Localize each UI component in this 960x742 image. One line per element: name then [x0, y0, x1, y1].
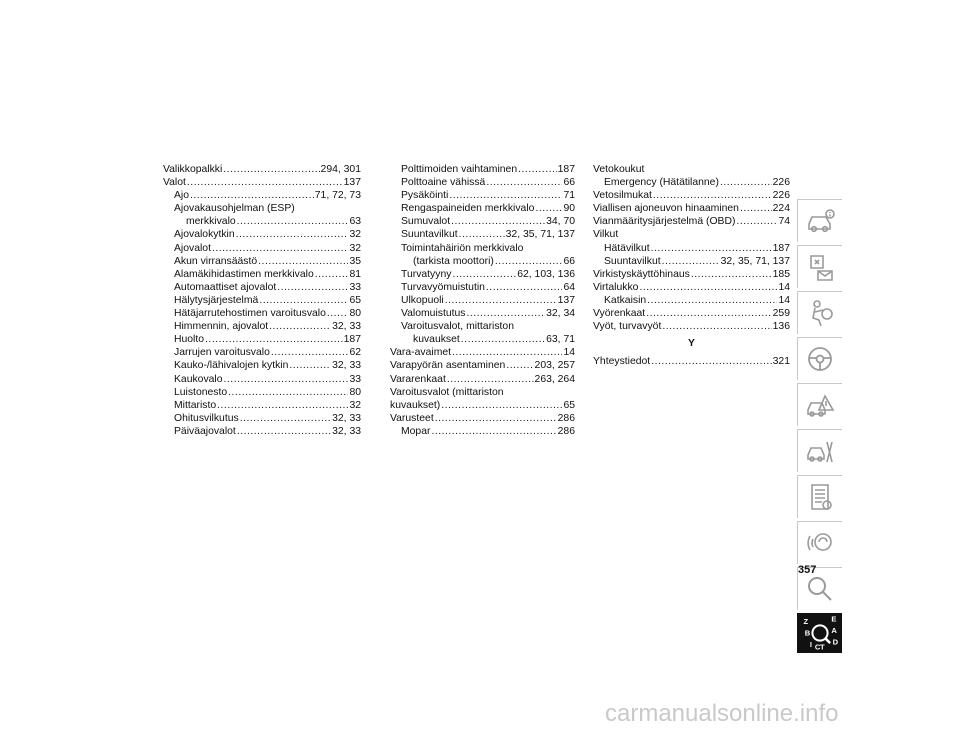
index-entry [163, 202, 361, 215]
svg-text:T: T [819, 642, 825, 652]
index-entry [593, 242, 790, 255]
index-entry-pages[interactable]: 32, 35, 71, 137 [505, 229, 575, 241]
dot-leader [452, 268, 516, 281]
index-entry-pages[interactable]: 32 [349, 242, 361, 254]
index-entry-pages[interactable]: 66 [563, 177, 575, 189]
index-entry-pages[interactable]: 32, 34 [546, 308, 575, 320]
index-entry-term: Vilkut [593, 229, 619, 241]
dot-leader [205, 333, 343, 346]
dot-leader [486, 176, 562, 189]
index-entry-term: Luistonesto [174, 386, 228, 398]
index-entry-pages[interactable]: 226 [772, 177, 790, 189]
index-entry [593, 320, 790, 333]
svg-text:Z: Z [803, 617, 808, 627]
multimedia-icon [805, 528, 835, 558]
index-entry-term: Hälytysjärjestelmä [174, 294, 259, 306]
index-entry [593, 294, 790, 307]
index-entry-pages[interactable]: 32, 35, 71, 137 [720, 255, 790, 267]
index-entry [390, 215, 575, 228]
index-entry-term: Hätäjarrutehostimen varoitusvalo [174, 308, 326, 320]
tab-multimedia[interactable] [797, 521, 842, 564]
index-entry [163, 412, 361, 425]
index-entry [390, 268, 575, 281]
index-entry-term: Huolto [174, 334, 205, 346]
dot-leader [435, 412, 557, 425]
dot-leader [223, 163, 319, 176]
index-entry-pages[interactable]: 63 [349, 216, 361, 228]
page-number: 357 [798, 564, 817, 576]
index-entry-term: Toimintahäiriön merkkivalo [401, 242, 524, 254]
index-entry [390, 242, 575, 255]
index-entry [593, 176, 790, 189]
index-entry [163, 307, 361, 320]
index-entry-pages[interactable]: 65 [349, 294, 361, 306]
index-entry-pages[interactable]: 137 [343, 177, 361, 189]
dot-leader [740, 202, 772, 215]
index-entry [163, 425, 361, 438]
index-entry [593, 307, 790, 320]
dot-leader [451, 215, 545, 228]
index-entry-term: Ajovakausohjelman (ESP) [174, 203, 295, 215]
index-entry-term: Ulkopuoli [401, 294, 444, 306]
index-entry-term: Himmennin, ajovalot [174, 321, 269, 333]
index-entry-pages[interactable]: 32, 33 [332, 360, 361, 372]
index-entry-pages[interactable]: 203, 257 [534, 360, 575, 372]
index-entry-pages[interactable]: 33 [349, 373, 361, 385]
index-entry-term: Ajovalot [174, 242, 211, 254]
index-entry-term: Varapyörän asentaminen [390, 360, 506, 372]
dot-leader [315, 268, 349, 281]
index-entry-pages[interactable]: 226 [772, 190, 790, 202]
index-entry-term: Varoitusvalot, mittariston [401, 321, 514, 333]
index-entry-term: Valot [163, 177, 186, 189]
steering-wheel-icon [805, 344, 835, 374]
index-entry-pages[interactable]: 32 [349, 399, 361, 411]
dot-leader [228, 386, 348, 399]
dot-leader [445, 294, 557, 307]
index-entry-term: Ohitusvilkutus [174, 412, 239, 424]
tab-index[interactable] [797, 613, 842, 653]
index-entry-term: Sumuvalot [401, 216, 451, 228]
index-entry [163, 176, 361, 189]
index-letter-heading: Y [688, 338, 695, 350]
index-entry-pages[interactable]: 71 [563, 190, 575, 202]
index-entry [163, 320, 361, 333]
index-entry-pages[interactable]: 32, 33 [332, 425, 361, 437]
index-entry-term: Yhteystiedot [593, 356, 651, 368]
index-entry-pages[interactable]: 136 [772, 321, 790, 333]
index-entry-term: Polttimoiden vaihtaminen [401, 164, 518, 175]
index-entry [593, 255, 790, 268]
dot-leader [271, 346, 349, 359]
index-entry-term: Emergency (Hätätilanne) [604, 177, 719, 189]
index-entry [163, 386, 361, 399]
dot-leader [327, 307, 349, 320]
index-entry [163, 359, 361, 372]
index-entry-pages[interactable]: 185 [772, 268, 790, 280]
dot-leader [452, 346, 562, 359]
dot-leader [187, 176, 343, 189]
index-entry-term: Vetosilmukat [593, 190, 652, 202]
dot-leader [240, 412, 331, 425]
dot-leader [217, 399, 348, 412]
index-entry-pages[interactable]: 35 [349, 255, 361, 267]
index-entry [390, 333, 575, 346]
chapter-tab-strip [797, 199, 842, 656]
index-entry-term: Jarrujen varoitusvalo [174, 347, 270, 359]
dot-leader [495, 255, 563, 268]
tab-safety[interactable] [797, 291, 842, 334]
index-entry-pages[interactable]: 14 [778, 294, 790, 306]
dot-leader [651, 355, 771, 368]
index-entry [390, 373, 575, 386]
dot-leader [518, 163, 557, 176]
index-entry [593, 228, 790, 241]
index-entry-term: Automaattiset ajovalot [174, 281, 277, 293]
index-entry [390, 176, 575, 189]
dot-leader [653, 189, 772, 202]
svg-text:E: E [830, 614, 836, 624]
index-entry-pages[interactable]: 33 [349, 281, 361, 293]
tab-warning-lights[interactable] [797, 245, 842, 288]
index-entry-pages[interactable]: 259 [772, 308, 790, 320]
index-entry [163, 163, 361, 176]
index-entry-term: Ajovalokytkin [174, 229, 235, 241]
dot-leader [447, 373, 534, 386]
index-entry [163, 399, 361, 412]
dot-leader [289, 359, 331, 372]
index-entry-pages[interactable]: 74 [778, 216, 790, 228]
index-entry-pages[interactable]: 63, 71 [546, 334, 575, 346]
svg-text:A: A [830, 626, 837, 635]
index-entry-term: merkkivalo [186, 216, 236, 228]
index-entry-term: Varusteet [390, 412, 434, 424]
index-entry-term: Vara-avaimet [390, 347, 452, 359]
tab-specifications[interactable] [797, 475, 842, 518]
index-entry-pages[interactable]: 32 [349, 229, 361, 241]
index-entry [390, 202, 575, 215]
index-entry-pages[interactable]: 65 [563, 399, 575, 411]
index-entry-term: Viallisen ajoneuvon hinaaminen [593, 203, 739, 215]
index-entry-pages[interactable]: 14 [563, 347, 575, 359]
index-entry-term: (tarkista moottori) [413, 255, 494, 267]
index-entry-term: Varoitusvalot (mittariston [390, 386, 504, 398]
index-entry-pages[interactable]: 32, 33 [332, 321, 361, 333]
index-entry [390, 399, 575, 412]
index-entry-pages[interactable]: 14 [778, 281, 790, 293]
index-entry [163, 333, 361, 346]
index-entry-term: Vararenkaat [390, 373, 446, 385]
tab-emergency[interactable] [797, 383, 842, 426]
index-entry [163, 255, 361, 268]
index-entry-pages[interactable]: 224 [772, 203, 790, 215]
index-entry [593, 281, 790, 294]
index-entry [163, 215, 361, 228]
index-entry-pages[interactable]: 286 [557, 425, 575, 437]
index-entry-pages[interactable]: 294, 301 [320, 164, 361, 175]
index-entry-term: Vyörenkaat [593, 308, 646, 320]
index-entry [163, 228, 361, 241]
dot-leader [236, 228, 349, 241]
index-entry-pages[interactable]: 187 [343, 334, 361, 346]
dot-leader [449, 189, 562, 202]
index-entry-pages[interactable]: 71, 72, 73 [314, 190, 361, 202]
index-entry-pages[interactable]: 62 [349, 347, 361, 359]
index-entry [593, 268, 790, 281]
index-entry-pages[interactable]: 66 [563, 255, 575, 267]
index-entry [163, 346, 361, 359]
dot-leader [467, 307, 546, 320]
index-entry-term: Katkaisin [604, 294, 647, 306]
specifications-icon [805, 482, 835, 512]
index-entry [163, 268, 361, 281]
index-entry [390, 255, 575, 268]
tab-service[interactable] [797, 429, 842, 472]
index-entry-pages[interactable]: 81 [349, 268, 361, 280]
dot-leader [691, 268, 772, 281]
index-entry-pages[interactable]: 80 [349, 386, 361, 398]
index-entry-term: Akun virransäästö [174, 255, 258, 267]
index-entry [390, 294, 575, 307]
dot-leader [486, 281, 563, 294]
index-entry-term: Suuntavilkut [604, 255, 661, 267]
index-entry [593, 355, 790, 368]
dot-leader [237, 425, 331, 438]
index-entry-term: Kaukovalo [174, 373, 223, 385]
tab-starting-driving[interactable] [797, 337, 842, 380]
dot-leader [269, 320, 331, 333]
index-entry-term: Virtalukko [593, 281, 639, 293]
index-entry [390, 425, 575, 438]
dot-leader [662, 255, 720, 268]
index-entry-pages[interactable]: 64 [563, 281, 575, 293]
dot-leader [736, 215, 777, 228]
index-entry-term: Valomuistutus [401, 308, 466, 320]
index-entry [390, 386, 575, 399]
dot-leader [224, 373, 349, 386]
dot-leader [259, 294, 348, 307]
index-entry-pages[interactable]: 62, 103, 136 [517, 268, 575, 280]
index-entry-pages[interactable]: 321 [772, 356, 790, 368]
index-entry [390, 228, 575, 241]
index-entry-term: Pysäköinti [401, 190, 449, 202]
index-entry-term: Polttoaine vähissä [401, 177, 486, 189]
index-entry [163, 281, 361, 294]
index-entry-pages[interactable]: 32, 33 [332, 412, 361, 424]
dot-leader [277, 281, 348, 294]
index-entry-term: Vetokoukut [593, 164, 645, 175]
index-entry-term: Päiväajovalot [174, 425, 236, 437]
index-entry-term: Ajo [174, 190, 190, 202]
car-info-icon [805, 206, 835, 236]
service-icon [805, 436, 835, 466]
index-entry [593, 202, 790, 215]
index-entry-term: Vyöt, turvavyöt [593, 321, 662, 333]
index-entry-pages[interactable]: 137 [557, 294, 575, 306]
index-entry-term: Turvavyömuistutin [401, 281, 485, 293]
index-entry-pages[interactable]: 187 [557, 164, 575, 175]
emergency-icon [805, 390, 835, 420]
svg-text:B: B [804, 628, 810, 638]
index-entry [390, 281, 575, 294]
watermark: carmanualsonline.info [605, 700, 839, 727]
index-entry [163, 189, 361, 202]
index-entry-term: Suuntavilkut [401, 229, 458, 241]
index-entry-term: kuvaukset) [390, 399, 441, 411]
dot-leader [639, 281, 777, 294]
tab-car-info[interactable] [797, 199, 842, 242]
svg-text:I: I [809, 639, 812, 649]
index-entry-pages[interactable]: 263, 264 [534, 373, 575, 385]
search-icon [805, 574, 835, 604]
dot-leader [646, 307, 771, 320]
dot-leader [506, 359, 533, 372]
dot-leader [651, 242, 772, 255]
index-entry [390, 163, 575, 176]
index-entry-term: kuvaukset [413, 334, 460, 346]
dot-leader [662, 320, 771, 333]
index-entry [390, 189, 575, 202]
warning-lights-icon [805, 252, 835, 282]
index-entry-pages[interactable]: 80 [349, 308, 361, 320]
dot-leader [431, 425, 556, 438]
dot-leader [535, 202, 562, 215]
index-entry-term: Rengaspaineiden merkkivalo [401, 203, 535, 215]
safety-icon [805, 298, 835, 328]
index-entry [163, 373, 361, 386]
index-column-2 [390, 163, 575, 438]
dot-leader [441, 399, 562, 412]
index-entry [593, 215, 790, 228]
index-entry [593, 189, 790, 202]
index-entry [163, 242, 361, 255]
dot-leader [459, 228, 505, 241]
index-entry [593, 163, 790, 176]
index-entry-term: Alamäkihidastimen merkkivalo [174, 268, 314, 280]
dot-leader [647, 294, 777, 307]
index-entry [390, 346, 575, 359]
index-entry-term: Valikkopalkki [163, 164, 223, 175]
dot-leader [461, 333, 545, 346]
dot-leader [237, 215, 349, 228]
index-entry-pages[interactable]: 187 [772, 242, 790, 254]
index-entry-term: Turvatyyny [401, 268, 452, 280]
index-entry [390, 307, 575, 320]
index-icon [801, 614, 839, 652]
svg-text:C: C [814, 642, 820, 652]
index-column-1 [163, 163, 361, 438]
index-entry [390, 412, 575, 425]
index-entry-pages[interactable]: 34, 70 [546, 216, 575, 228]
index-entry-term: Vianmääritysjärjestelmä (OBD) [593, 216, 736, 228]
dot-leader [258, 255, 348, 268]
index-entry [390, 359, 575, 372]
index-entry-term: Mittaristo [174, 399, 217, 411]
index-entry-term: Hätävilkut [604, 242, 650, 254]
index-entry-term: Kauko-/lähivalojen kytkin [174, 360, 289, 372]
index-entry [163, 294, 361, 307]
index-entry-term: Mopar [401, 425, 431, 437]
index-column-3 [593, 163, 790, 368]
dot-leader [720, 176, 772, 189]
index-entry-term: Virkistyskäyttöhinaus [593, 268, 690, 280]
index-entry [390, 320, 575, 333]
dot-leader [212, 242, 348, 255]
svg-text:D: D [832, 637, 838, 647]
index-entry-pages[interactable]: 286 [557, 412, 575, 424]
index-entry-pages[interactable]: 90 [563, 203, 575, 215]
dot-leader [190, 189, 314, 202]
